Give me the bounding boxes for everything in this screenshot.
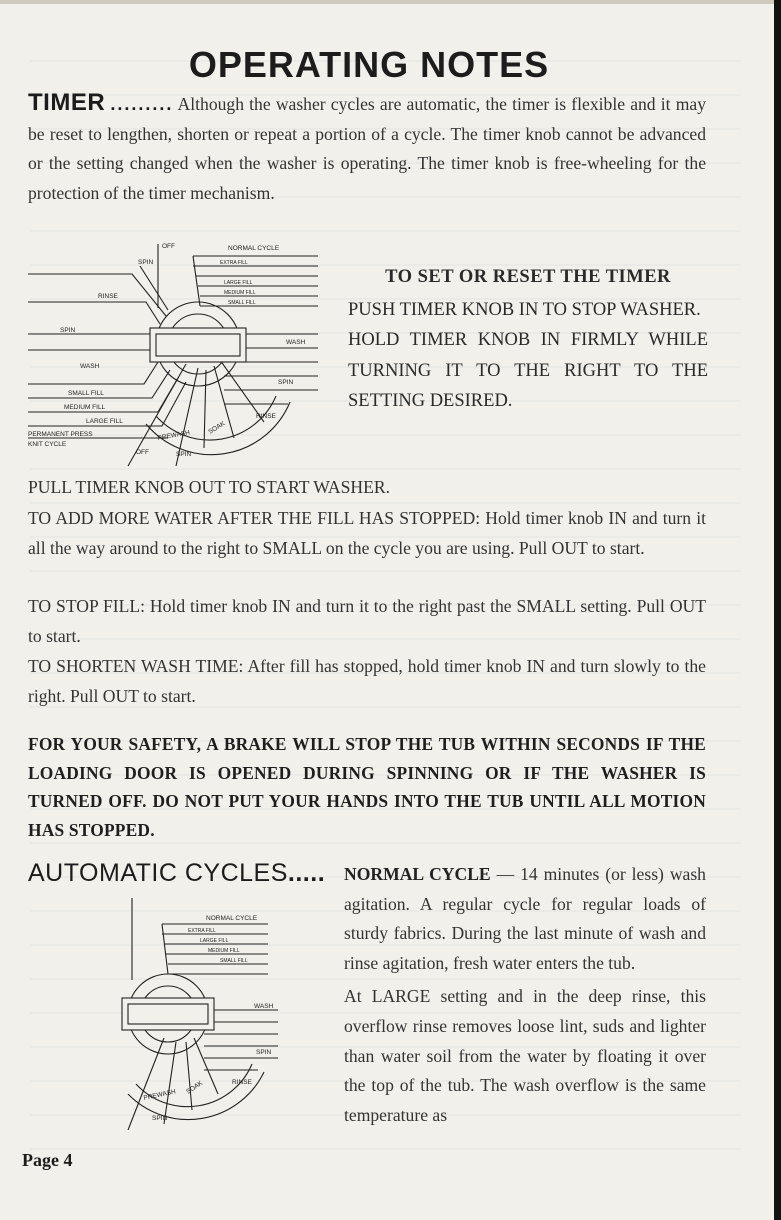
- diagram1-label: EXTRA FILL: [220, 260, 248, 266]
- stop-fill-lead: TO STOP FILL:: [28, 596, 146, 616]
- shorten-wash-text: After fill has stopped, hold timer knob IN and turn slowly to the right. Pull OUT to start.: [28, 656, 706, 706]
- diagram1-label: WASH: [286, 339, 306, 346]
- normal-cycle-name: NORMAL CYCLE: [344, 864, 491, 884]
- normal-cycle-description: [344, 860, 706, 1130]
- diagram2-label: SPIN: [152, 1115, 168, 1122]
- page-number: Page 4: [22, 1150, 73, 1170]
- normal-cycle-text: 14 minutes (or less) wash agitation. A regular cycle for regular loads of sturdy fabrics. During the last minute of wash and rinse agitation, fresh water enters the tub.: [344, 864, 706, 973]
- page-top-edge: [0, 0, 781, 4]
- set-timer-heading: TO SET OR RESET THE TIMER: [385, 267, 671, 287]
- diagram1-label: WASH: [80, 363, 100, 370]
- diagram1-label: KNIT CYCLE: [28, 441, 67, 448]
- diagram2-label: WASH: [254, 1003, 274, 1010]
- normal-cycle-paragraph-1: [344, 860, 706, 978]
- diagram1-label: PREWASH: [157, 429, 191, 442]
- diagram2-label: SOAK: [185, 1079, 205, 1096]
- automatic-cycles-lead: AUTOMATIC CYCLES: [28, 859, 288, 887]
- diagram1-label: LARGE FILL: [224, 280, 253, 286]
- diagram1-label: LARGE FILL: [86, 418, 123, 425]
- diagram2-label: PREWASH: [142, 1088, 177, 1102]
- diagram1-label: PERMANENT PRESS: [28, 431, 93, 438]
- diagram1-label: OFF: [136, 449, 149, 456]
- timer-text: Although the washer cycles are automatic, the timer is flexible and it may be reset to lengthen, shorten or repeat a portion of a cycle. The timer knob cannot be advanced or the setting changed when the washer is operating. The timer knob is free-wheeling for the protection of the timer mechanism.: [28, 94, 706, 203]
- diagram1-label: SPIN: [138, 259, 154, 266]
- timer-dial-diagram-normal: [68, 898, 318, 1133]
- diagram1-label: RINSE: [98, 293, 118, 300]
- diagram1-label: SMALL FILL: [228, 300, 256, 306]
- diagram1-label: SPIN: [176, 451, 192, 458]
- diagram1-label: NORMAL CYCLE: [228, 245, 280, 252]
- diagram1-label: SPIN: [278, 379, 294, 386]
- diagram1-label: SMALL FILL: [68, 390, 104, 397]
- stop-fill-paragraph: [28, 592, 706, 651]
- diagram2-label: MEDIUM FILL: [208, 948, 240, 954]
- diagram2-label: SMALL FILL: [220, 958, 248, 964]
- set-timer-instructions: [348, 262, 708, 417]
- shorten-wash-lead: TO SHORTEN WASH TIME:: [28, 656, 244, 676]
- diagram2-label: LARGE FILL: [200, 938, 229, 944]
- safety-warning: FOR YOUR SAFETY, A BRAKE WILL STOP THE TUB WITHIN SECONDS IF THE LOADING DOOR IS OPENED DURING SPINNING OR IF THE WASHER IS TURNED OFF. DO NOT PUT YOUR HANDS INTO THE TUB UNTIL ALL MOTION HAS STOPPED.: [28, 734, 706, 840]
- automatic-cycles-heading: [28, 859, 325, 888]
- timer-dots: .........: [110, 94, 174, 114]
- add-water-paragraph: [28, 504, 706, 563]
- timer-lead: TIMER: [28, 89, 106, 116]
- diagram2-label: NORMAL CYCLE: [206, 915, 258, 922]
- automatic-cycles-dots: .....: [287, 859, 326, 887]
- stop-fill-text: Hold timer knob IN and turn it to the right past the SMALL setting. Pull OUT to start.: [28, 596, 706, 646]
- add-water-lead: TO ADD MORE WATER AFTER THE FILL HAS STOPPED:: [28, 508, 481, 528]
- diagram1-label: SOAK: [207, 420, 227, 436]
- diagram1-label: OFF: [162, 243, 175, 250]
- shorten-wash-paragraph: [28, 652, 706, 711]
- diagram1-label: MEDIUM FILL: [224, 290, 256, 296]
- diagram1-label: MEDIUM FILL: [64, 404, 106, 411]
- page-title: OPERATING NOTES: [188, 44, 550, 85]
- set-timer-line: PUSH TIMER KNOB IN TO STOP WASHER.: [348, 299, 701, 320]
- diagram2-label: SPIN: [256, 1049, 272, 1056]
- page-right-edge: [774, 0, 781, 1220]
- diagram1-label: RINSE: [256, 413, 276, 420]
- pull-knob-paragraph: PULL TIMER KNOB OUT TO START WASHER.: [28, 477, 390, 497]
- timer-dial-diagram-full: [28, 238, 328, 468]
- set-timer-line: HOLD TIMER KNOB IN FIRMLY WHILE TURNING IT TO THE RIGHT TO THE SETTING DESIRED.: [348, 330, 708, 411]
- add-water-text: Hold timer knob IN and turn it all the way around to the right to SMALL on the cycle you are using. Pull OUT to start.: [28, 508, 706, 558]
- diagram2-label: EXTRA FILL: [188, 928, 216, 934]
- diagram1-label: SPIN: [60, 327, 76, 334]
- normal-cycle-dash: —: [496, 864, 515, 884]
- normal-cycle-paragraph-2: At LARGE setting and in the deep rinse, this overflow rinse removes loose lint, suds and lighter than water soil from the water by floating it over the top of the tub. The wash overflow is the same temperature as: [344, 986, 706, 1125]
- diagram2-label: RINSE: [232, 1079, 252, 1086]
- timer-paragraph: [28, 88, 706, 208]
